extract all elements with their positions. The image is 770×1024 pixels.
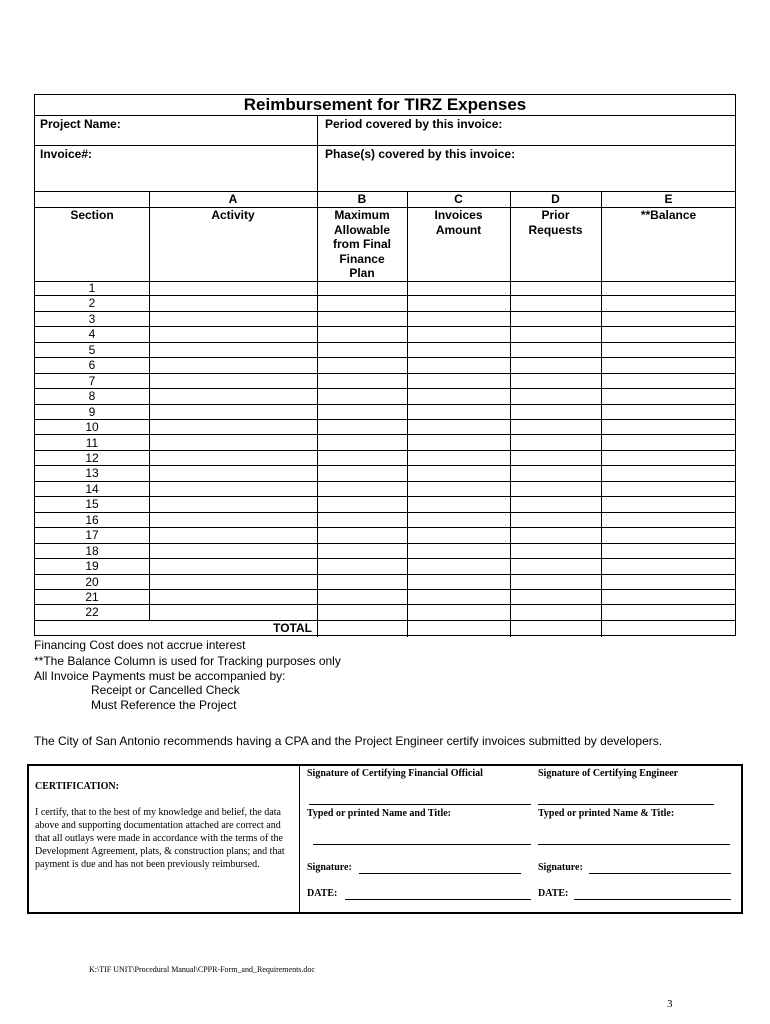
row-number: 16 bbox=[85, 512, 99, 527]
column-letter-e: E bbox=[664, 192, 673, 206]
table-row bbox=[35, 374, 735, 389]
note-reference: Must Reference the Project bbox=[91, 698, 237, 712]
row-number: 10 bbox=[85, 420, 99, 435]
certification-heading: CERTIFICATION: bbox=[35, 781, 119, 792]
invoice-number-label: Invoice#: bbox=[40, 147, 93, 161]
table-row bbox=[35, 343, 735, 358]
header-max-allowable-line: Plan bbox=[349, 266, 375, 281]
row-number: 9 bbox=[88, 404, 96, 419]
date-right-label: DATE: bbox=[538, 888, 569, 899]
typed-name-right-label: Typed or printed Name & Title: bbox=[538, 808, 675, 819]
typed-name-left-label: Typed or printed Name and Title: bbox=[307, 808, 451, 819]
project-name-field[interactable] bbox=[37, 131, 315, 144]
table-row bbox=[35, 482, 735, 497]
header-max-allowable-line: Maximum bbox=[334, 208, 390, 222]
table-row bbox=[35, 559, 735, 574]
table-row bbox=[35, 544, 735, 559]
header-prior-line: Prior bbox=[541, 208, 570, 222]
date-left-label: DATE: bbox=[307, 888, 338, 899]
table-row bbox=[35, 312, 735, 327]
footer-file-path: K:\TIF UNIT\Procedural Manual\CPPR-Form_and_Requirements.doc bbox=[89, 965, 315, 974]
signature-left-line[interactable] bbox=[359, 873, 521, 874]
date-right-line[interactable] bbox=[574, 899, 731, 900]
financial-official-signature-line[interactable] bbox=[309, 804, 531, 805]
invoice-number-field[interactable] bbox=[37, 163, 315, 189]
row-number: 7 bbox=[88, 373, 96, 388]
row-number: 5 bbox=[88, 342, 96, 357]
row-number: 2 bbox=[88, 296, 96, 311]
table-row bbox=[35, 575, 735, 590]
header-invoices-line: Amount bbox=[435, 222, 482, 237]
note-recommend: The City of San Antonio recommends having a CPA and the Project Engineer certify invoices submitted by developers. bbox=[34, 734, 663, 748]
header-balance: **Balance bbox=[640, 208, 697, 222]
table-row bbox=[35, 528, 735, 543]
form-title: Reimbursement for TIRZ Expenses bbox=[243, 95, 527, 114]
table-row bbox=[35, 436, 735, 451]
table-row bbox=[35, 451, 735, 466]
certification-box bbox=[27, 764, 743, 914]
table-body bbox=[35, 281, 735, 637]
financial-official-label: Signature of Certifying Financial Official bbox=[307, 768, 483, 779]
header-prior-line: Requests bbox=[528, 222, 583, 237]
signature-right-line[interactable] bbox=[589, 873, 731, 874]
table-row bbox=[35, 420, 735, 435]
table-row bbox=[35, 513, 735, 528]
certification-statement: I certify, that to the best of my knowledge and belief, the data above and supporting documentation attached are correct and that all outlays were made in accordance with the terms of the Development Agreement, plats, & construction plans; and that payment is due and has not been previously reimbursed. bbox=[35, 807, 285, 870]
row-number: 18 bbox=[85, 543, 99, 558]
table-row bbox=[35, 296, 735, 311]
header-section: Section bbox=[70, 208, 114, 222]
signature-right-label: Signature: bbox=[538, 862, 583, 873]
engineer-label: Signature of Certifying Engineer bbox=[538, 768, 679, 779]
column-letter-d: D bbox=[551, 192, 560, 206]
header-invoices-amount bbox=[407, 208, 510, 237]
header-max-allowable-line: Allowable bbox=[333, 222, 390, 237]
header-max-allowable-line: Finance bbox=[339, 251, 385, 266]
row-number: 13 bbox=[85, 466, 99, 481]
note-receipt: Receipt or Cancelled Check bbox=[91, 683, 240, 697]
table-row bbox=[35, 466, 735, 481]
table-row bbox=[35, 590, 735, 605]
row-number: 4 bbox=[88, 327, 96, 342]
row-number: 6 bbox=[88, 358, 96, 373]
column-letter-b: B bbox=[357, 192, 367, 206]
period-label: Period covered by this invoice: bbox=[325, 117, 503, 131]
row-number: 22 bbox=[85, 605, 99, 620]
row-number: 20 bbox=[85, 574, 99, 589]
reimbursement-form bbox=[34, 94, 736, 636]
engineer-signature-line[interactable] bbox=[538, 804, 714, 805]
total-label: TOTAL bbox=[273, 620, 312, 635]
signature-left-label: Signature: bbox=[307, 862, 352, 873]
period-field[interactable] bbox=[321, 131, 731, 144]
row-number: 8 bbox=[88, 389, 96, 404]
column-letter-a: A bbox=[228, 192, 238, 206]
project-name-label: Project Name: bbox=[40, 117, 121, 131]
phase-field[interactable] bbox=[321, 163, 731, 189]
table-row bbox=[35, 327, 735, 342]
row-number: 14 bbox=[85, 481, 99, 496]
page-number: 3 bbox=[667, 998, 673, 1010]
header-activity: Activity bbox=[211, 208, 255, 222]
header-max-allowable bbox=[317, 208, 407, 281]
row-number: 11 bbox=[85, 435, 99, 450]
table-row bbox=[35, 389, 735, 404]
date-left-line[interactable] bbox=[345, 899, 531, 900]
typed-name-left-line[interactable] bbox=[313, 844, 531, 845]
table-row bbox=[35, 281, 735, 296]
table-row bbox=[35, 405, 735, 420]
table-row bbox=[35, 358, 735, 373]
row-number: 21 bbox=[85, 590, 99, 604]
note-balance: **The Balance Column is used for Tracking purposes only bbox=[34, 654, 341, 668]
table-row bbox=[35, 605, 735, 620]
row-number: 1 bbox=[88, 281, 96, 295]
header-max-allowable-line: from Final bbox=[332, 237, 391, 252]
column-letter-c: C bbox=[454, 192, 463, 206]
header-invoices-line: Invoices bbox=[434, 208, 483, 222]
phase-label: Phase(s) covered by this invoice: bbox=[325, 147, 516, 161]
table-row bbox=[35, 497, 735, 512]
row-number: 3 bbox=[88, 311, 96, 326]
note-financing: Financing Cost does not accrue interest bbox=[34, 638, 246, 652]
header-prior-requests bbox=[510, 208, 601, 237]
row-number: 15 bbox=[85, 497, 99, 512]
note-payments: All Invoice Payments must be accompanied by: bbox=[34, 669, 286, 683]
row-number: 12 bbox=[85, 450, 99, 465]
row-number: 17 bbox=[85, 528, 99, 543]
typed-name-right-line[interactable] bbox=[538, 844, 730, 845]
row-number: 19 bbox=[85, 559, 99, 574]
